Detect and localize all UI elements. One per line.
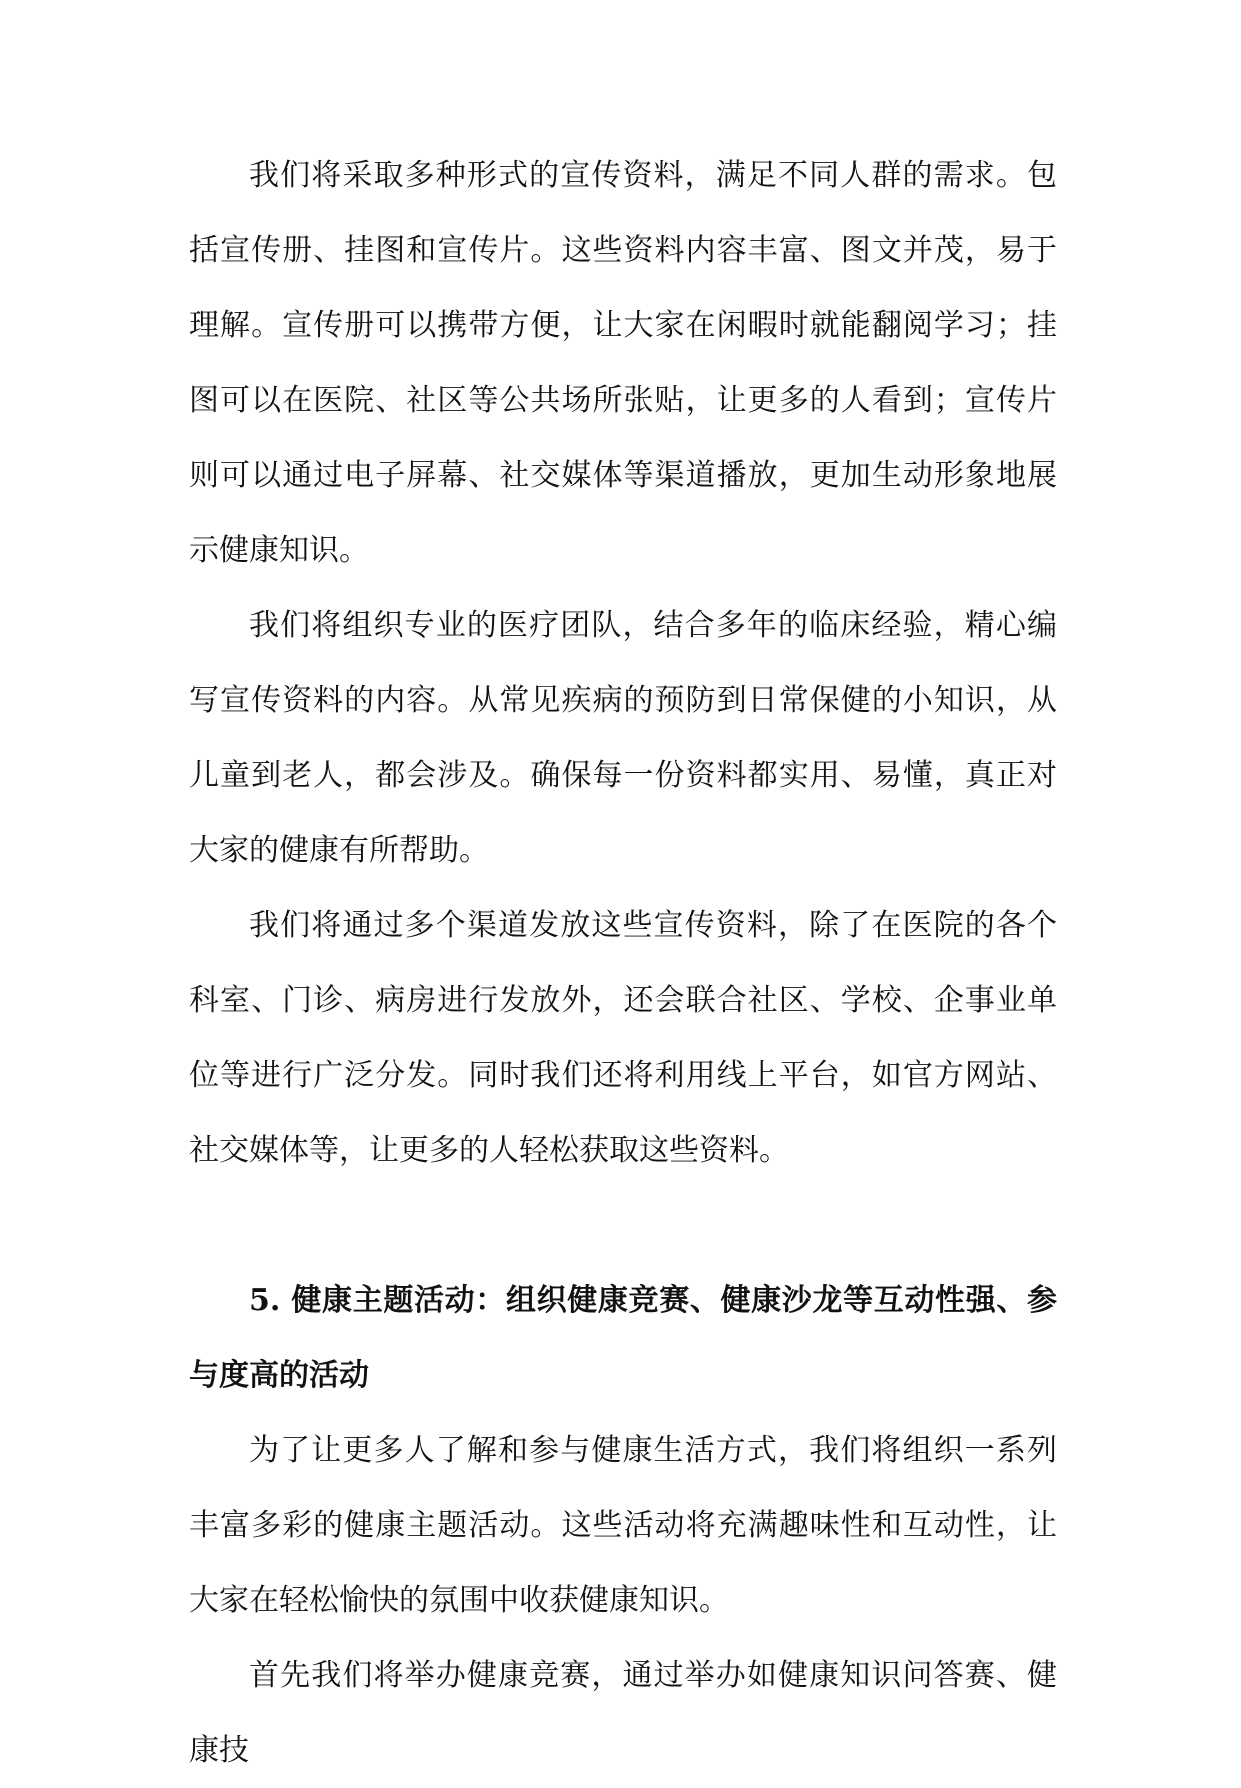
- paragraph-health-activities: 为了让更多人了解和参与健康生活方式，我们将组织一系列丰富多彩的健康主题活动。这些活动将充满趣味性和互动性，让大家在轻松愉快的氛围中收获健康知识。: [189, 1433, 1057, 1618]
- document-body: [189, 138, 1057, 1788]
- section-heading: 5. 健康主题活动：组织健康竞赛、健康沙龙等互动性强、参与度高的活动: [189, 1283, 1057, 1393]
- paragraph-medical-team: 我们将组织专业的医疗团队，结合多年的临床经验，精心编写宣传资料的内容。从常见疾病的预防到日常保健的小知识，从儿童到老人，都会涉及。确保每一份资料都实用、易懂，真正对大家的健康有所帮助。: [189, 608, 1057, 868]
- paragraph-health-competition: 首先我们将举办健康竞赛，通过举办如健康知识问答赛、健康技: [189, 1658, 1057, 1768]
- paragraph-distribution-channels: 我们将通过多个渠道发放这些宣传资料，除了在医院的各个科室、门诊、病房进行发放外，还会联合社区、学校、企事业单位等进行广泛分发。同时我们还将利用线上平台，如官方网站、社交媒体等，让更多的人轻松获取这些资料。: [189, 908, 1057, 1168]
- paragraph-promotional-materials: 我们将采取多种形式的宣传资料，满足不同人群的需求。包括宣传册、挂图和宣传片。这些资料内容丰富、图文并茂，易于理解。宣传册可以携带方便，让大家在闲暇时就能翻阅学习；挂图可以在医院、社区等公共场所张贴，让更多的人看到；宣传片则可以通过电子屏幕、社交媒体等渠道播放，更加生动形象地展示健康知识。: [189, 158, 1057, 568]
